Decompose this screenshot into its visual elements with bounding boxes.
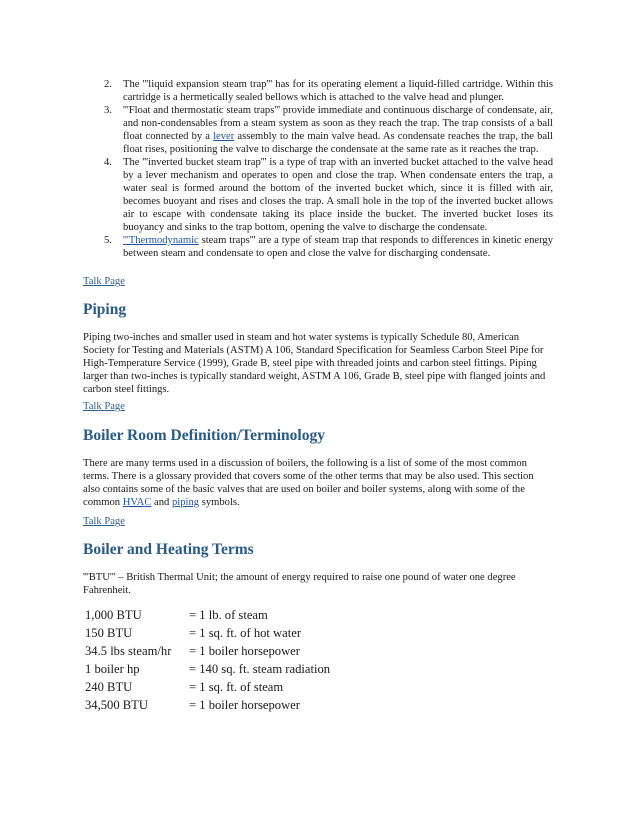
table-row	[81, 679, 334, 697]
value-cell: = 1 sq. ft. of steam	[189, 680, 284, 694]
list-item-number: 5.	[104, 235, 112, 246]
list-item-text: The '''liquid expansion steam trap''' has for its operating element a liquid-filled cartridge. Within this cartridge is a hermetically sealed bellows which is attached to the valve head and plunger.	[123, 79, 553, 103]
table-row	[81, 643, 334, 661]
boiler-room-text-end: symbols.	[199, 497, 240, 508]
table-row	[81, 607, 334, 625]
piping-link[interactable]: piping	[171, 497, 200, 508]
term-cell: 150 BTU	[85, 626, 133, 640]
inline-link[interactable]: '''Thermodynamic	[123, 235, 199, 246]
list-item	[104, 78, 553, 104]
table-row	[81, 661, 334, 679]
table-row	[81, 625, 334, 643]
steam-trap-list	[83, 78, 553, 260]
talk-page-link[interactable]: Talk Page	[83, 516, 125, 527]
term-cell: 240 BTU	[85, 680, 133, 694]
list-item-number: 3.	[104, 105, 112, 116]
list-item	[104, 104, 553, 156]
list-item-text: The '''inverted bucket steam trap''' is a type of trap with an inverted bucket attached to the valve head by a lever mechanism and operates to open and close the trap. When condensate enters the trap, a water seal is formed around the bottom of the inverted bucket which, since it is filled with air, becomes buoyant and rises and closes the trap. A small hole in the top of the inverted bucket allows air to escape with condensate taking its place inside the bucket. The inverted bucket loses its buoyancy and sinks to the trap bottom, opening the valve to discharge the condensate.	[123, 157, 553, 233]
value-cell: = 1 boiler horsepower	[189, 644, 300, 658]
boiler-room-text: There are many terms used in a discussion of boilers, the following is a list of some of the most common terms. There is a glossary provided that covers some of the other terms that may be also used. This section also contains some of the basic valves that are used on boiler and boiler systems, along with some of the common	[83, 458, 534, 508]
talk-page-link[interactable]: Talk Page	[83, 401, 125, 412]
value-cell: = 140 sq. ft. steam radiation	[189, 662, 331, 676]
value-cell: = 1 lb. of steam	[189, 608, 268, 622]
hvac-link[interactable]: HVAC	[122, 497, 152, 508]
section-heading-piping: Piping	[83, 301, 127, 318]
boiler-room-paragraph	[83, 457, 553, 509]
section-heading-heating-terms: Boiler and Heating Terms	[83, 541, 254, 558]
list-item-number: 4.	[104, 157, 112, 168]
boiler-room-text-and: and	[151, 497, 172, 508]
document-page	[83, 78, 553, 715]
inline-link[interactable]: lever	[213, 131, 235, 142]
term-cell: 1,000 BTU	[85, 608, 142, 622]
list-item-number: 2.	[104, 79, 112, 90]
heating-terms-table	[81, 607, 334, 715]
list-item	[104, 234, 553, 260]
talk-page-link[interactable]: Talk Page	[83, 276, 125, 287]
value-cell: = 1 boiler horsepower	[189, 698, 300, 712]
heating-terms-body	[81, 607, 334, 715]
section-heading-boiler-room: Boiler Room Definition/Terminology	[83, 427, 325, 444]
list-item	[104, 156, 553, 234]
table-row	[81, 697, 334, 715]
piping-paragraph: Piping two-inches and smaller used in steam and hot water systems is typically Schedule 80, American Society for Testing and Materials (ASTM) A 106, Standard Specification for Seamless Carbon Steel Pipe for High-Temperature Service (1999), Grade B, steel pipe with threaded joints and carbon steel fittings. Piping larger than two-inches is typically standard weight, ASTM A 106, Grade B, steel pipe with flanged joints and carbon steel fittings.	[83, 332, 546, 395]
btu-definition: '''BTU''' – British Thermal Unit; the amount of energy required to raise one pound of water one degree Fahrenheit.	[83, 572, 516, 596]
list-item-text: steam traps''' are a type of steam trap that responds to differences in kinetic energy between steam and condensate to open and close the valve for discharging condensate.	[123, 235, 553, 259]
list-item-text: '''Float and thermostatic steam traps''' provide immediate and continuous discharge of condensate, air, and non-condensables from a steam system as soon as they reach the trap. The trap consists of a ball float connected by a	[123, 105, 553, 142]
list-item-text: assembly to the main valve head. As condensate reaches the trap, the ball float rises, positioning the valve to discharge the condensate at the same rate as it reaches the trap.	[123, 131, 553, 155]
value-cell: = 1 sq. ft. of hot water	[189, 626, 302, 640]
term-cell: 34,500 BTU	[85, 698, 148, 712]
term-cell: 34.5 lbs steam/hr	[85, 644, 172, 658]
term-cell: 1 boiler hp	[85, 662, 140, 676]
